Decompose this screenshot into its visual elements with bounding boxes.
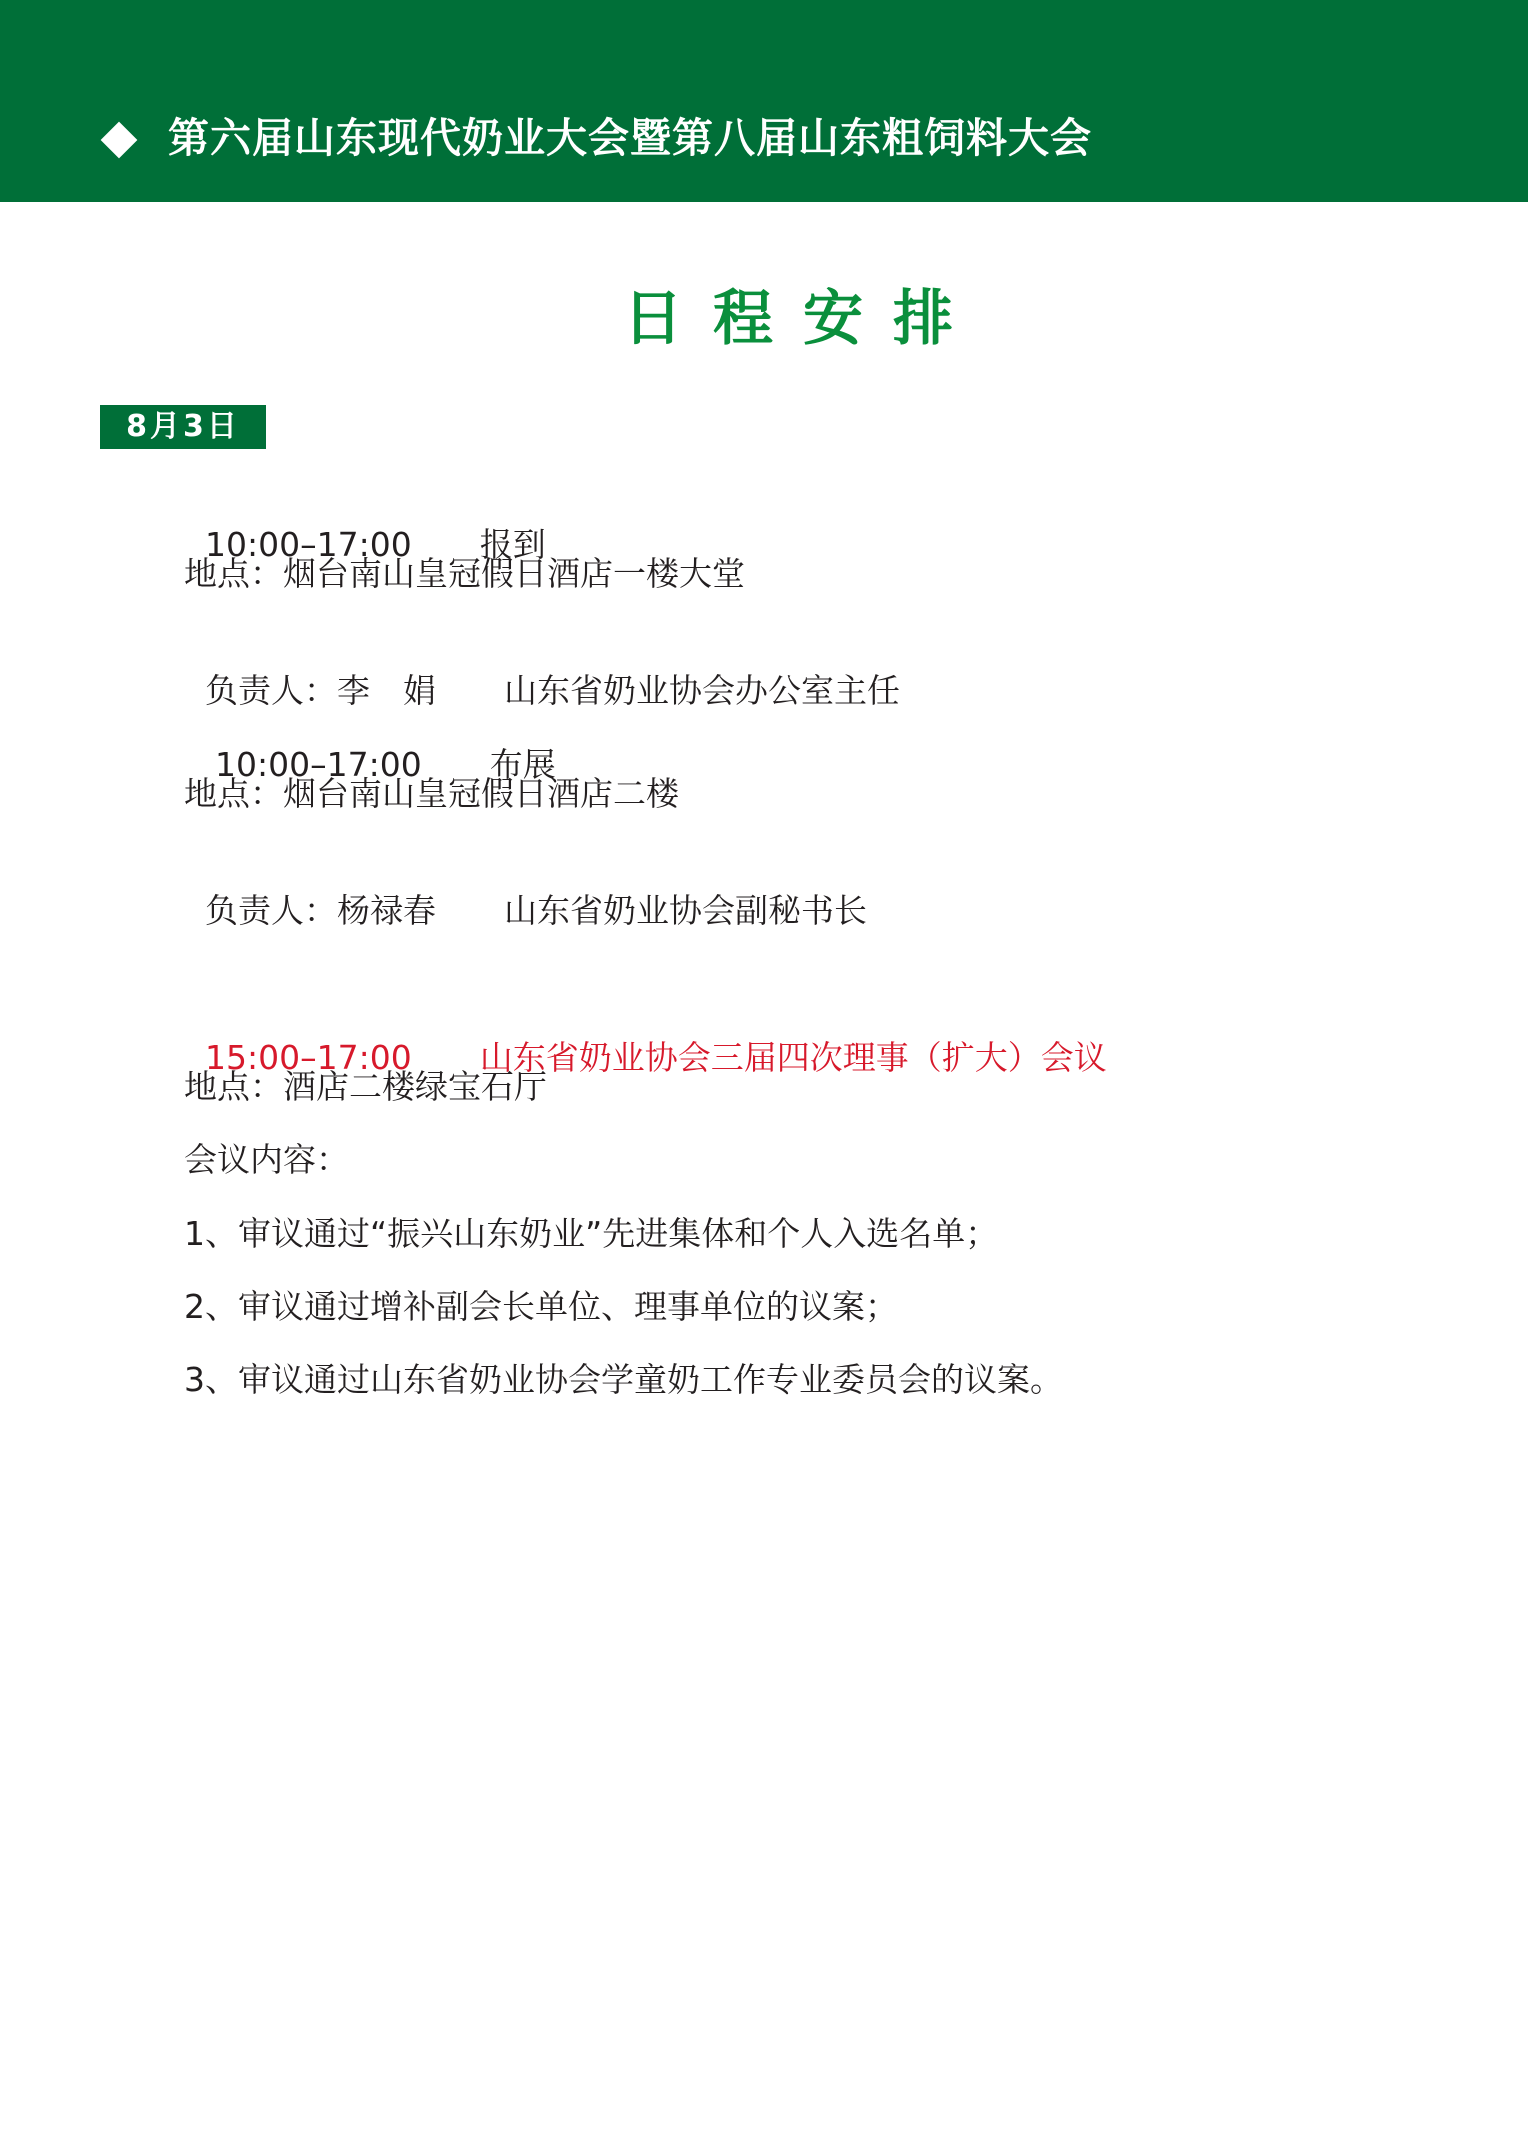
date-badge: 8月3日 [100, 405, 266, 449]
schedule-event: 报到 [479, 525, 546, 564]
schedule-location: 地点：烟台南山皇冠假日酒店一楼大堂 [184, 554, 745, 593]
meeting-title: 山东省奶业协会三届四次理事（扩大）会议 [479, 1038, 1107, 1077]
conference-title: 第六届山东现代奶业大会暨第八届山东粗饲料大会 [168, 114, 1092, 162]
meeting-time: 15:00–17:00 [204, 1038, 412, 1077]
meeting-item: 2、审议通过增补副会长单位、理事单位的议案； [184, 1287, 898, 1326]
diamond-bullet-icon [101, 122, 138, 159]
meeting-location: 地点：酒店二楼绿宝石厅 [184, 1067, 547, 1106]
schedule-event: 布展 [489, 745, 556, 784]
meeting-item: 1、审议通过“振兴山东奶业”先进集体和个人入选名单； [184, 1214, 999, 1253]
page-title: 日程安排 [623, 284, 983, 354]
meeting-content-label: 会议内容： [184, 1140, 349, 1179]
schedule-time: 10:00–17:00 [204, 525, 412, 564]
schedule-location: 地点：烟台南山皇冠假日酒店二楼 [184, 774, 679, 813]
responsible-person: 负责人：李 娟 [204, 671, 436, 710]
schedule-responsible [184, 845, 867, 933]
responsible-person: 负责人：杨禄春 [204, 891, 436, 930]
header-banner [0, 0, 1528, 202]
responsible-role: 山东省奶业协会副秘书长 [503, 891, 867, 930]
meeting-item: 3、审议通过山东省奶业协会学童奶工作专业委员会的议案。 [184, 1360, 1063, 1399]
responsible-role: 山东省奶业协会办公室主任 [503, 671, 900, 710]
schedule-time: 10:00–17:00 [214, 745, 422, 784]
